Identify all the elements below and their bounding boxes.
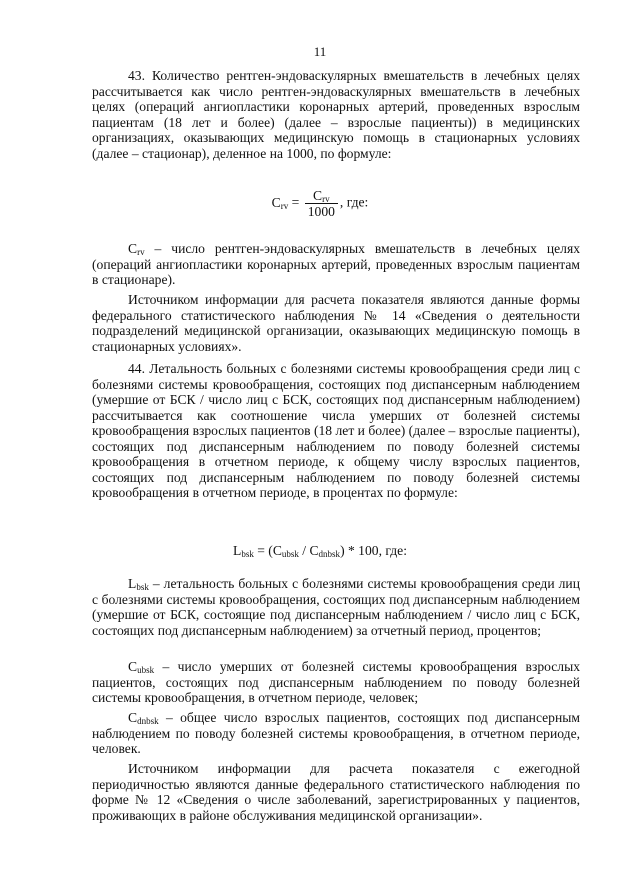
paragraph-43: 43. Количество рентген-эндоваскулярных вмешательств в лечебных целях рассчитывается как число рентген-эндоваскулярных вмешательств в лечебных целях (операций ангиопластики коронарных артерий, проведенных взрослым пациентам (18 лет и более) (далее – взрослые пациенты)) в медицинских организациях, оказывающих медицинскую помощь в стационарных условиях (далее – стационар), деленное на 1000, по формуле:	[92, 68, 580, 161]
page-number: 11	[313, 44, 327, 59]
formula-crv: $C_{rv}$ = $\frac{C_{rv}}{1000}$ , где:	[271, 188, 369, 219]
source-paragraph-1: Источником информации для расчета показателя являются данные формы федерального статистического наблюдения № 14 «Сведения о деятельности подразделений медицинской организации, оказывающих медицинскую помощь в стационарных условиях».	[92, 292, 580, 354]
paragraph-44: 44. Летальность больных с болезнями системы кровообращения среди лиц с болезнями системы кровообращения, состоящих под диспансерным наблюдением (умершие от БСК / число лиц с БСК, состоящих под диспансерным наблюдением) рассчитывается как соотношение числа умерших от болезней системы кровообращения взрослых пациентов (18 лет и более) (далее – взрослые пациенты), состоящих под диспансерным наблюдением по поводу болезней системы кровообращения в отчетном периоде, к общему числу взрослых пациентов, состоящих под диспансерным наблюдением по поводу болезней системы кровообращения в отчетном периоде, в процентах по формуле:	[92, 361, 580, 500]
definition-lbsk: $L_{bsk}$ – летальность больных с болезнями системы кровообращения среди лиц с болезнями системы кровообращения, состоящих под диспансерным наблюдением (умершие от БСК, состоящие под диспансерным наблюдением / число лиц с БСК, состоящих под диспансерным наблюдением) за отчетный период, процентов;	[92, 576, 580, 638]
formula-lbsk: $L_{bsk} = (C_{ubsk} / C_{dnbsk}) * 100$, где:	[233, 543, 407, 559]
formula-crv-lhs: $C_{rv}$	[271, 194, 289, 211]
definition-cubsk: $C_{ubsk}$ – число умерших от болезней системы кровообращения взрослых пациентов, состоящих под диспансерным наблюдением по поводу болезней системы кровообращения, в отчетном периоде, человек;	[92, 659, 580, 705]
formula-crv-fraction: $\frac{C_{rv}}{1000}$	[305, 188, 338, 219]
definition-crv: $C_{rv}$ – число рентген-эндоваскулярных вмешательств в лечебных целях (операций ангиопластики коронарных артерий, проведенных взрослым пациентам в стационаре).	[92, 241, 580, 287]
source-paragraph-2: Источником информации для расчета показателя с ежегодной периодичностью являются данные федерального статистического наблюдения по форме № 12 «Сведения о числе заболеваний, зарегистрированных у пациентов, проживающих в районе обслуживания медицинской организации».	[92, 761, 580, 823]
definition-cdnbsk: $C_{dnbsk}$ – общее число взрослых пациентов, состоящих под диспансерным наблюдением по поводу болезней системы кровообращения, в отчетном периоде, человек.	[92, 710, 580, 756]
